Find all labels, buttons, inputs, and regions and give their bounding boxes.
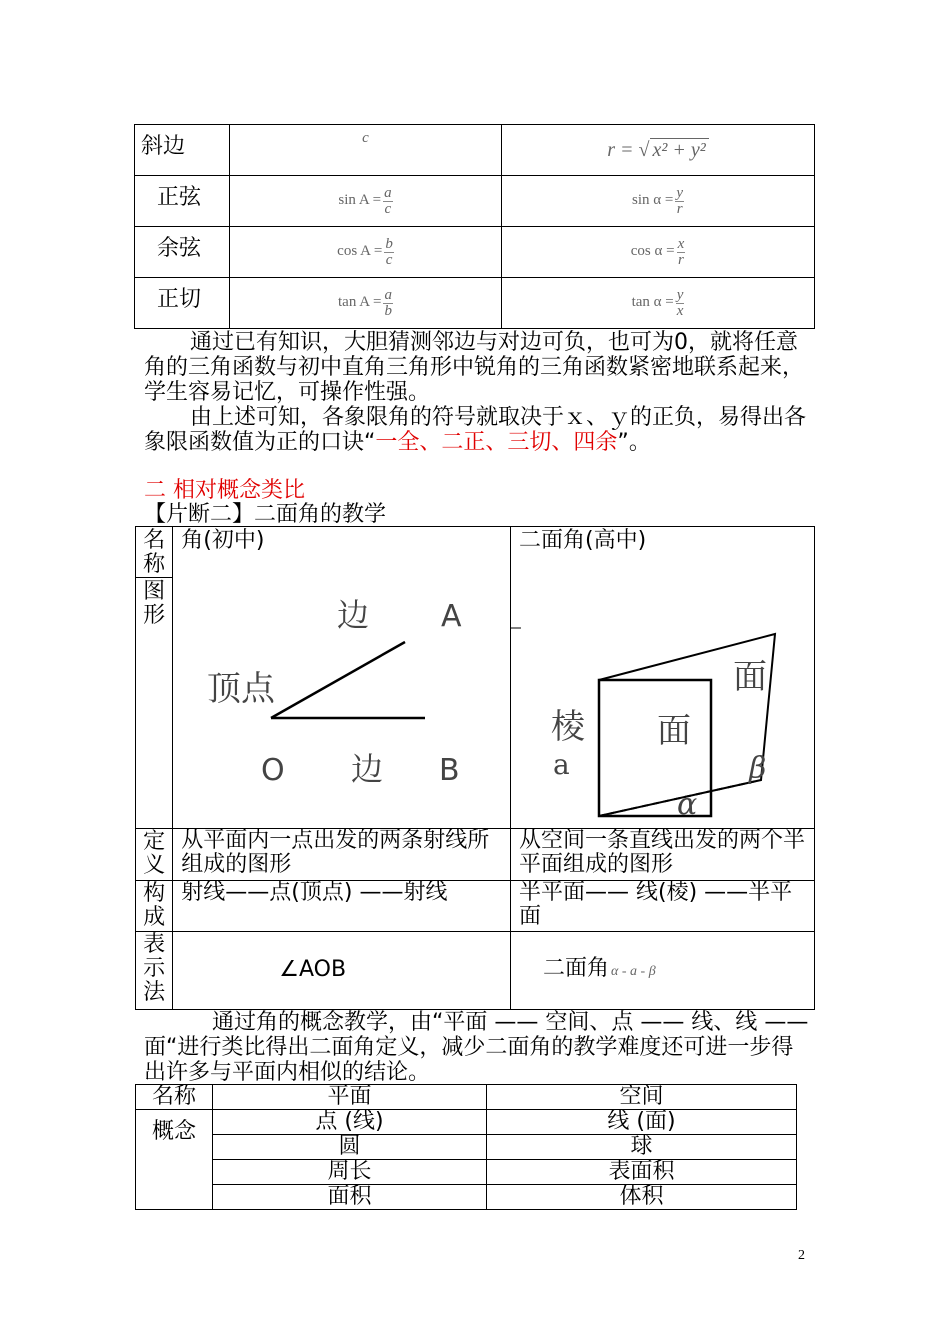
face-label-back: 面	[733, 656, 767, 697]
beta-label: β	[749, 750, 767, 786]
structure-label: 构成	[136, 880, 173, 931]
trig-cell-c: c	[230, 125, 502, 176]
dihedral-structure: 半平面—— 线(棱) ——半平面	[511, 880, 815, 931]
dihedral-notation-text: 二面角	[543, 955, 610, 981]
angle-structure: 射线——点(顶点) ——射线	[173, 880, 511, 931]
analogy-plane-2: 周长	[213, 1160, 487, 1185]
figure-label: 图形	[136, 578, 173, 829]
angle-title: 角(初中)	[173, 527, 511, 578]
mnemonic-text: 一全、二正、三切、四余	[375, 430, 618, 455]
angle-label-o: O	[261, 752, 285, 788]
dihedral-diagram	[511, 578, 814, 828]
dihedral-definition: 从空间一条直线出发的两个半平面组成的图形	[511, 828, 815, 880]
definition-label: 定义	[136, 828, 173, 880]
angle-label-a: A	[441, 598, 462, 634]
trig-label-cosine: 余弦	[135, 227, 230, 278]
dihedral-title: 二面角(高中)	[511, 527, 815, 578]
analogy-plane-0: 点 (线)	[213, 1110, 487, 1135]
trig-label-tangent: 正切	[135, 278, 230, 329]
trig-cell-tan-alpha: tan α = $\frac{y}{x}$	[502, 278, 815, 329]
analogy-space-1: 球	[487, 1135, 797, 1160]
fragment-title: 【片断二】二面角的教学	[144, 502, 387, 527]
section-heading: 二 相对概念类比	[144, 478, 305, 503]
trig-label-hypotenuse: 斜边	[135, 125, 230, 176]
paragraph-2-end: ”。	[617, 430, 651, 455]
trig-cell-sinA: sin A = $\frac{a}{c}$	[230, 176, 502, 227]
paragraph-2-text: 由上述可知，各象限角的符号就取决于ｘ、ｙ的正负，易得出各象限函数值为正的口诀“	[144, 405, 807, 455]
analogy-table	[135, 1084, 797, 1210]
paragraph-2	[144, 405, 810, 455]
dihedral-figure	[511, 578, 815, 829]
alpha-label: α	[677, 786, 698, 822]
trig-cell-cosA: cos A = $\frac{b}{c}$	[230, 227, 502, 278]
analogy-header-name: 名称	[136, 1085, 213, 1110]
angle-diagram	[173, 578, 504, 828]
paragraph-3: 通过角的概念教学，由“平面 —— 空间、点 —— 线、线 —— 面“进行类比得出二面角定义，减少二面角的教学难度还可进一步得出许多与平面内相似的结论。	[144, 1010, 809, 1085]
face-label-front: 面	[657, 710, 691, 751]
angle-label-b: B	[439, 752, 460, 788]
angle-label-vertex: 顶点	[207, 668, 276, 709]
page-number: 2	[798, 1248, 805, 1263]
trig-label-sine: 正弦	[135, 176, 230, 227]
analogy-plane-1: 圆	[213, 1135, 487, 1160]
edge-name-label: a	[553, 747, 570, 781]
name-label: 名称	[136, 527, 173, 578]
trig-table	[134, 124, 815, 329]
angle-side-line-top	[271, 642, 405, 718]
trig-cell-r: r = √ x² + y²	[502, 125, 815, 176]
analogy-plane-3: 面积	[213, 1185, 487, 1210]
analogy-header-plane: 平面	[213, 1085, 487, 1110]
trig-cell-cos-alpha: cos α = $\frac{x}{r}$	[502, 227, 815, 278]
angle-definition: 从平面内一点出发的两条射线所组成的图形	[173, 828, 511, 880]
analogy-space-3: 体积	[487, 1185, 797, 1210]
angle-label-side-top: 边	[337, 595, 370, 634]
angle-notation: ∠AOB	[173, 931, 511, 1009]
dihedral-notation-math: α - a - β	[611, 963, 656, 979]
angle-figure	[173, 578, 511, 829]
analogy-header-space: 空间	[487, 1085, 797, 1110]
paragraph-1: 通过已有知识，大胆猜测邻边与对边可负，也可为0，就将任意角的三角函数与初中直角三角形中锐角的三角函数紧密地联系起来，学生容易记忆，可操作性强。	[144, 330, 805, 405]
analogy-space-2: 表面积	[487, 1160, 797, 1185]
notation-label: 表示法	[136, 931, 173, 1009]
trig-cell-sin-alpha: sin α = $\frac{y}{r}$	[502, 176, 815, 227]
compare-table	[135, 526, 815, 1010]
edge-label: 棱	[551, 706, 585, 747]
trig-cell-tanA: tan A = $\frac{a}{b}$	[230, 278, 502, 329]
analogy-space-0: 线 (面)	[487, 1110, 797, 1135]
dihedral-notation	[511, 931, 815, 1009]
angle-label-side-bottom: 边	[351, 749, 384, 788]
analogy-row-label: 概念	[136, 1110, 213, 1210]
